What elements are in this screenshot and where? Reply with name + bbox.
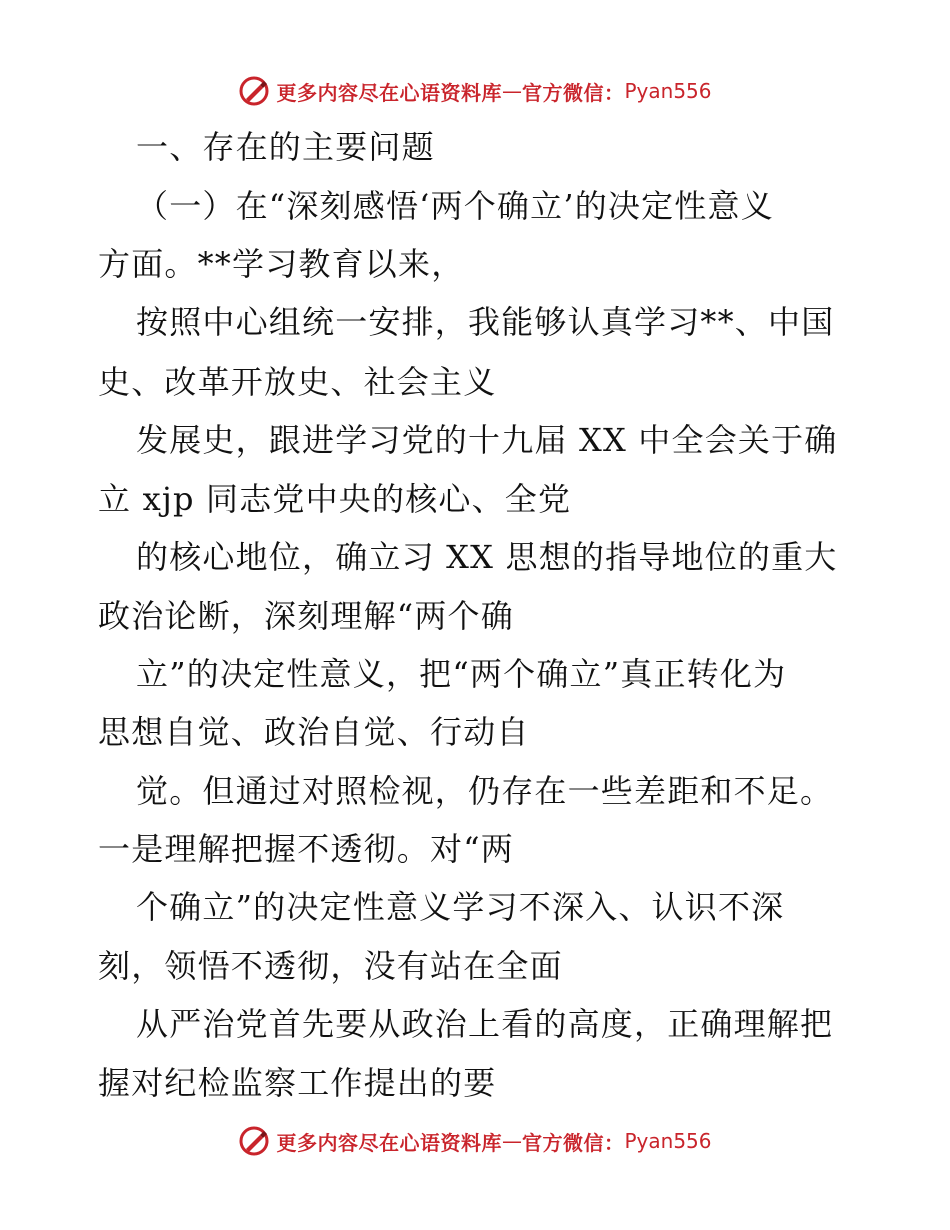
paragraph-line: 握对纪检监察工作提出的要 <box>98 1064 497 1102</box>
paragraph-line: 从严治党首先要从政治上看的高度，正确理解把 <box>136 1005 834 1043</box>
footer-banner <box>0 1121 950 1161</box>
paragraph-line: 史、改革开放史、社会主义 <box>98 363 497 401</box>
pen-swirl-logo-icon <box>238 75 270 107</box>
paragraph-line: 政治论断，深刻理解“两个确 <box>98 597 514 635</box>
paragraph-line: （一）在“深刻感悟‘两个确立’的决定性意义 <box>136 187 774 225</box>
paragraph-line: 觉。但通过对照检视，仍存在一些差距和不足。 <box>136 772 834 810</box>
banner-wechat-label: 官方微信： <box>521 1130 625 1155</box>
paragraph-line: 按照中心组统一安排，我能够认真学习**、中国 <box>136 303 835 341</box>
paragraph-line: 一是理解把握不透彻。对“两 <box>98 830 514 868</box>
paragraph-line: 立”的决定性意义，把“两个确立”真正转化为 <box>136 655 787 693</box>
section-heading: 一、存在的主要问题 <box>136 128 435 166</box>
banner-text: 更多内容尽在心语资料库 <box>276 1130 502 1155</box>
banner-separator: — <box>501 79 522 103</box>
header-banner <box>0 71 950 111</box>
paragraph-line: 刻，领悟不透彻，没有站在全面 <box>98 947 563 985</box>
paragraph-line: 发展史，跟进学习党的十九届 XX 中全会关于确 <box>136 421 838 459</box>
banner-text: 更多内容尽在心语资料库 <box>276 80 502 105</box>
banner-wechat-label: 官方微信： <box>521 80 625 105</box>
paragraph-line: 的核心地位，确立习 XX 思想的指导地位的重大 <box>136 538 838 576</box>
paragraph-line: 思想自觉、政治自觉、行动自 <box>98 713 530 751</box>
paragraph-line: 方面。**学习教育以来， <box>98 245 465 283</box>
paragraph-line: 个确立”的决定性意义学习不深入、认识不深 <box>136 888 785 926</box>
banner-wechat-id: Pyan556 <box>624 1129 712 1153</box>
paragraph-line: 立 xjp 同志党中央的核心、全党 <box>98 480 572 518</box>
banner-separator: — <box>501 1129 522 1153</box>
pen-swirl-logo-icon <box>238 1125 270 1157</box>
banner-wechat-id: Pyan556 <box>624 79 712 103</box>
